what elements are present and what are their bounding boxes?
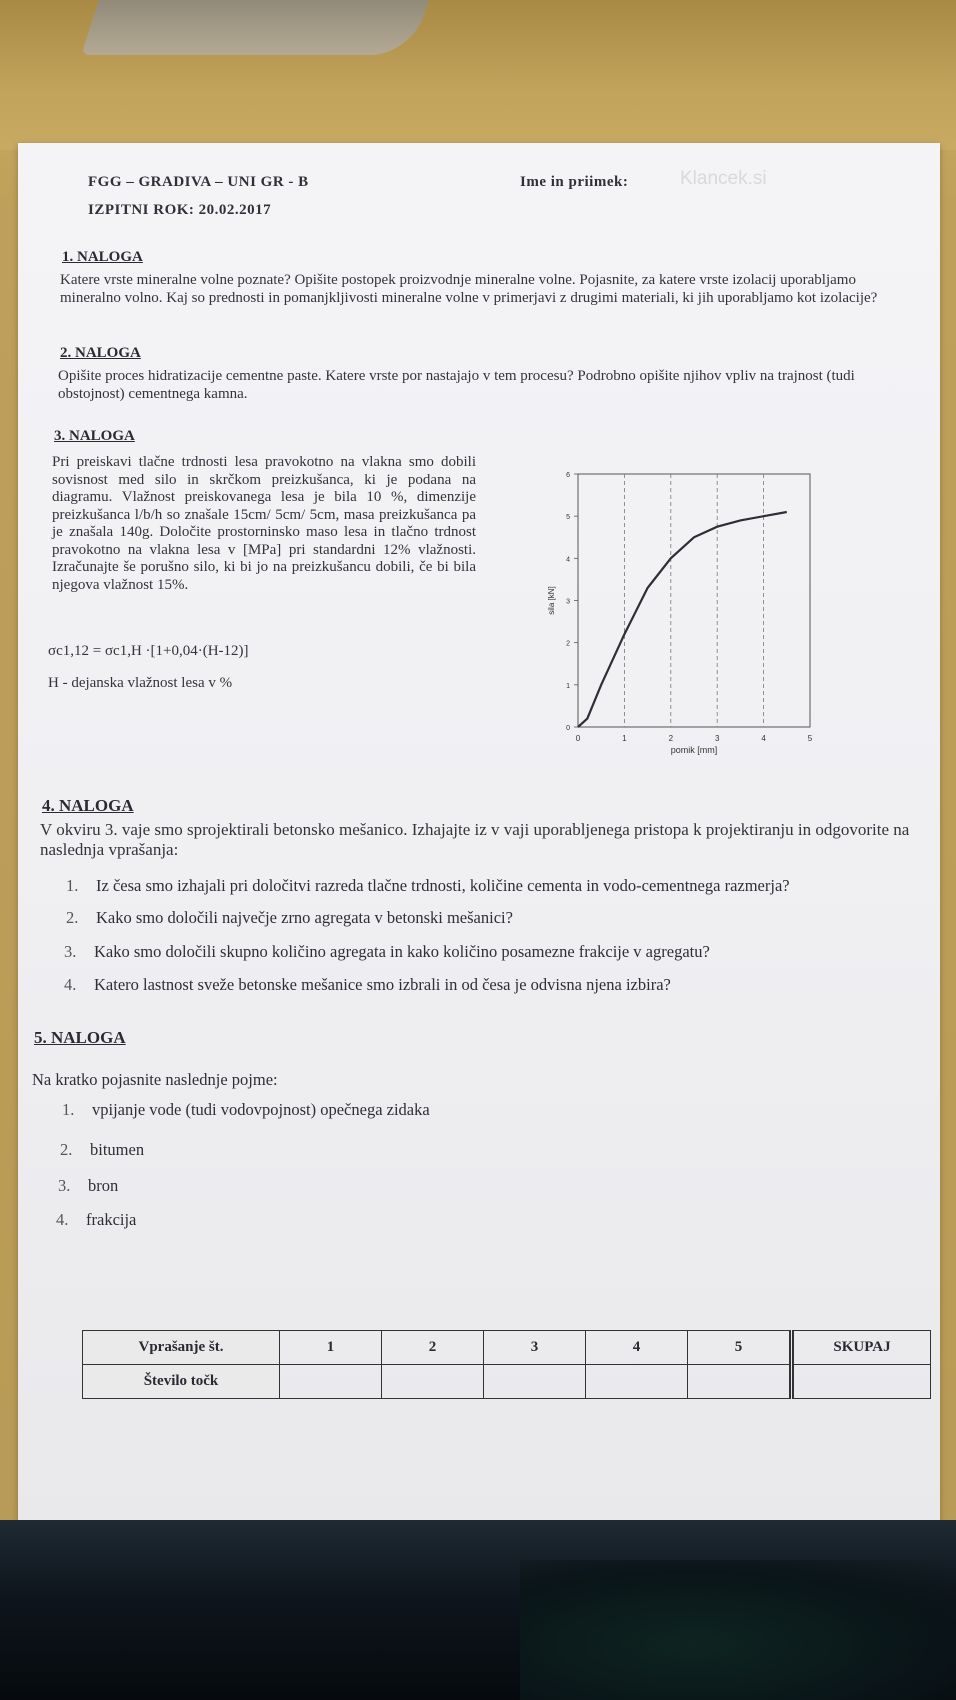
item-text: Kako smo določili skupno količino agregata in kako količino posamezne frakcije v agregatu?: [94, 942, 710, 961]
x-tick-label: 3: [714, 734, 720, 743]
question-number-1: 1: [280, 1331, 382, 1365]
task4-intro: V okviru 3. vaje smo sprojektirali betonsko mešanico. Izhajajte iz v vaji uporabljenega pristopa k projektiranju in odgovorite na naslednja vprašanja:: [40, 820, 910, 859]
task4-item-3: [64, 942, 710, 962]
question-number-2: 2: [382, 1331, 484, 1365]
points-cell-3[interactable]: [484, 1365, 586, 1399]
y-tick-label: 4: [566, 556, 570, 564]
item-text: Kako smo določili največje zrno agregata v betonski mešanici?: [96, 908, 513, 927]
x-tick-label: 5: [807, 734, 813, 743]
table-row: [83, 1365, 931, 1399]
points-cell-4[interactable]: [586, 1365, 688, 1399]
task2-text: Opišite proces hidratizacije cementne paste. Katere vrste por nastajajo v tem procesu? Podrobno opišite njihov vpliv na trajnost (tudi obstojnost) cementnega kamna.: [58, 368, 855, 402]
task5-item-2: [60, 1140, 144, 1160]
task5-intro: Na kratko pojasnite naslednje pojme:: [32, 1070, 278, 1089]
x-axis-label: pomik [mm]: [670, 745, 718, 755]
watermark: Klancek.si: [680, 168, 767, 189]
item-text: bron: [88, 1176, 119, 1195]
task2-title: 2. NALOGA: [60, 345, 141, 361]
item-text: frakcija: [86, 1210, 137, 1229]
task1-text: Katere vrste mineralne volne poznate? Opišite postopek proizvodnje mineralne volne. Pojasnite, za katere vrste izolacij uporabljamo mineralno volno. Kaj so prednosti in pomanjkljivosti mineralne volne v primerjavi z drugimi materiali, ki jih uporabljamo kot izolacije?: [60, 272, 878, 306]
task3-formula: σc1,12 = σc1,H ·[1+0,04·(H-12)]: [48, 643, 249, 659]
item-number: 4.: [56, 1210, 69, 1229]
task5-item-1: [62, 1100, 430, 1120]
header-exam-date: IZPITNI ROK: 20.02.2017: [88, 202, 272, 218]
question-number-3: 3: [484, 1331, 586, 1365]
item-number: 4.: [64, 975, 77, 994]
y-tick-label: 1: [566, 682, 570, 690]
item-text: Katero lastnost sveže betonske mešanice smo izbrali in od česa je odvisna njena izbira?: [94, 975, 671, 994]
item-text: vpijanje vode (tudi vodovpojnost) opečnega zidaka: [92, 1100, 430, 1119]
points-total-cell[interactable]: [792, 1365, 931, 1399]
points-cell-2[interactable]: [382, 1365, 484, 1399]
desk-object: [81, 0, 429, 55]
item-number: 2.: [66, 908, 79, 927]
item-number: 3.: [58, 1176, 71, 1195]
item-text: bitumen: [90, 1140, 145, 1159]
total-label: SKUPAJ: [792, 1331, 931, 1365]
y-tick-label: 5: [566, 514, 570, 522]
chart-grid: [574, 474, 810, 727]
force-displacement-chart: [540, 452, 840, 782]
cloth-fold: [520, 1560, 956, 1700]
x-tick-label: 0: [575, 734, 581, 743]
question-number-label: Vprašanje št.: [83, 1331, 280, 1365]
y-tick-label: 3: [566, 598, 570, 606]
item-number: 2.: [60, 1140, 73, 1159]
points-cell-5[interactable]: [688, 1365, 792, 1399]
y-axis-label: sila [kN]: [547, 586, 556, 615]
header-course: FGG – GRADIVA – UNI GR - B: [88, 174, 309, 190]
item-text: Iz česa smo izhajali pri določitvi razreda tlačne trdnosti, količine cementa in vodo-cementnega razmerja?: [96, 876, 790, 895]
series-line: [578, 512, 787, 727]
task3-formula-note: H - dejanska vlažnost lesa v %: [48, 675, 233, 691]
task4-item-1: [66, 876, 790, 896]
chart-ticks: [566, 472, 813, 743]
task5-title: 5. NALOGA: [34, 1028, 126, 1047]
points-cell-1[interactable]: [280, 1365, 382, 1399]
y-tick-label: 2: [566, 640, 570, 648]
question-number-5: 5: [688, 1331, 792, 1365]
x-tick-label: 2: [668, 734, 674, 743]
item-number: 1.: [66, 876, 79, 895]
table-row: [83, 1331, 931, 1365]
item-number: 3.: [64, 942, 77, 961]
task5-item-4: [56, 1210, 136, 1230]
name-label: Ime in priimek:: [520, 174, 629, 190]
y-tick-label: 6: [566, 472, 570, 479]
task4-item-2: [66, 908, 513, 928]
y-tick-label: 0: [566, 725, 570, 732]
x-tick-label: 4: [761, 734, 766, 743]
question-number-4: 4: [586, 1331, 688, 1365]
score-table: [82, 1330, 931, 1399]
points-label: Število točk: [83, 1365, 280, 1399]
task5-item-3: [58, 1176, 118, 1196]
task1-title: 1. NALOGA: [62, 249, 143, 265]
task4-item-4: [64, 975, 671, 995]
plot-frame: [578, 474, 810, 727]
task4-title: 4. NALOGA: [42, 796, 134, 815]
item-number: 1.: [62, 1100, 75, 1119]
task3-title: 3. NALOGA: [54, 428, 135, 444]
task3-text: Pri preiskavi tlačne trdnosti lesa pravokotno na vlakna smo dobili sovisnost med silo in skrčkom preizkušanca, ki je podana na diagramu. Vlažnost preiskovanega lesa je bila 10 %, dimenzije preizkušanca l/b/h so znašale 15cm/ 5cm/ 5cm, masa preizkušanca pa je znašala 140g. Določite prostorninsko maso lesa in tlačno trdnost pravokotno na vlakna lesa v [MPa] pri standardni 12% vlažnosti. Izračunajte še porušno silo, ki bi jo na preizkušancu dobili, če bi bila njegova vlažnost 15%.: [52, 454, 476, 593]
x-tick-label: 1: [622, 734, 627, 743]
